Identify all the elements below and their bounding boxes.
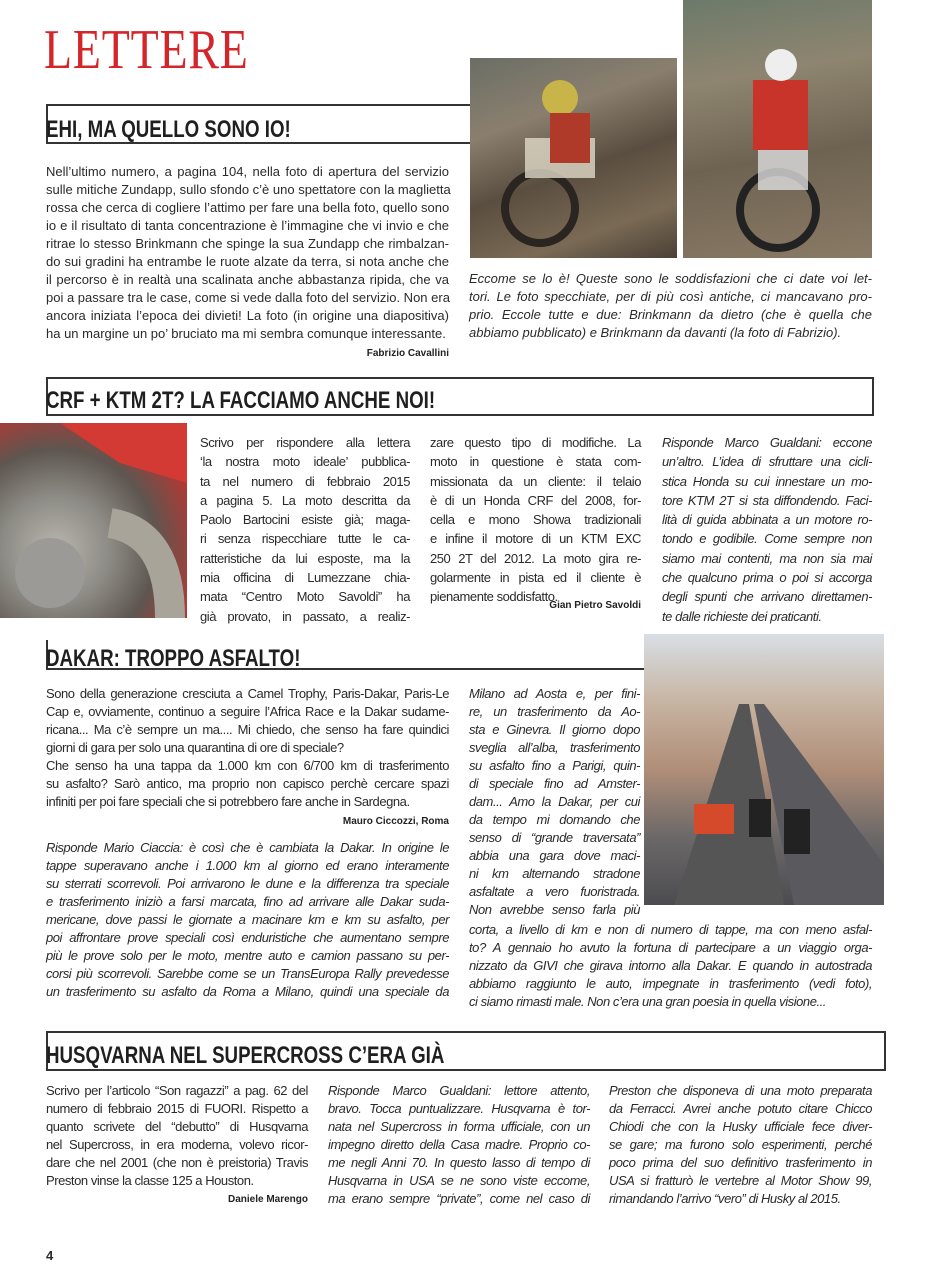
letter-signature: Mauro Ciccozzi, Roma [342,816,449,827]
text-line: mata “Centro Moto Savoldi” ha [200,589,410,605]
text-line: Risponde Marco Gualdani: lettore attento, [328,1083,590,1098]
text-line: infiniti per poi fare speciali che si potrebbero fare anche in Sardegna. [46,794,410,809]
text-line: su asfalto? Sarò antico, ma proprio non capisco perchè cercare spazi [46,776,449,791]
text-line: do sui gradini ha entrambe le ruote alzate da terra, si nota anche che [46,254,449,269]
reply-text-column-2 [609,1082,872,1208]
motorcycle-photo-icon [470,58,677,258]
reply-text-column-1 [46,839,449,1001]
text-line: poco prima del suo definitivo trasferimento in [609,1155,872,1170]
text-line: quanto scrivete del “debutto” di Husqvarna [46,1119,308,1134]
text-line: giorni di gara per solo una quarantina di ore di speciale? [46,740,344,755]
section-heading: EHI, MA QUELLO SONO IO! [46,116,291,143]
text-line: tondo e godibile. Come sempre non [662,531,872,547]
letter-text-column-1 [200,433,410,626]
section-heading: DAKAR: TROPPO ASFALTO! [46,645,301,672]
reply-text-column-1 [328,1082,590,1208]
text-line: il percorso è in realtà una scalinata anche abbastanza ripida, che va [46,272,449,287]
text-line: nel Supercross, in era moderna, volevo ricor- [46,1137,308,1152]
photo-rider-from-front [683,0,872,258]
text-line: sveglia all’alba, trasferimento [469,740,640,755]
text-line: rossa che cerca di cogliere l’attimo per fare una bella foto, quello sono [46,200,450,215]
text-line: mia officina di Lumezzane chia- [200,570,410,586]
text-line: Che senso ha una tappa da 1.000 km con 6/700 km di trasferimento [46,758,449,773]
text-line: abbiamo pubblicato) e Brinkmann da davanti (la foto di Fabrizio). [469,325,842,340]
text-line: dam... Amo la Dakar, per cui [469,794,640,809]
text-line: Chiodi che con la Husky ufficiale fece diver- [609,1119,872,1134]
text-line: impegno diretto della Casa madre. Proprio co- [328,1137,590,1152]
letter-text-column-2 [430,433,641,607]
page-number: 4 [46,1248,54,1263]
text-line: pienamente soddisfatto. [430,589,558,605]
text-line: sta e Ginevra. Il giorno dopo [469,722,640,737]
text-line: poi affrontare prove speciali così enduristiche che aumentano sempre [46,930,449,945]
text-line: ha un margine un po’ bruciato ma mi sembra comunque interessante. [46,326,446,341]
text-line: asfaltate a vero fuoristrada. [469,884,640,899]
text-line: Paolo Bartocini esiste già; maga- [200,512,410,528]
text-line: Preston vinse la classe 125 a Houston. [46,1173,254,1188]
text-line: più le prove solo per le moto, mentre auto e camion passano su per- [46,948,449,963]
text-line: ritrae lo stesso Brinkmann che spinge la sua Zundapp che rimbalzan- [46,236,449,251]
text-line: e trasferimento iniziò a farsi marcata, fino ad arrivare alle Dakar suda- [46,894,449,909]
text-line: Risponde Marco Gualdani: eccone [662,435,872,450]
text-line: siamo mai contenti, ma non sia mai [662,550,872,566]
text-line: Risponde Mario Ciaccia: è così che è cambiata la Dakar. In origine le [46,840,449,855]
text-line: zare questo tipo di modifiche. La [430,435,641,450]
text-line: tappe superavano anche i 1.000 km al giorno ed erano interamente [46,858,449,873]
text-line: da tempo mi domando che [469,812,640,827]
text-line: nizzato da GIVI che girava intorno alla Dakar. E quando in autostrada [469,958,872,973]
text-line: e infine il motore di un KTM EXC [430,531,641,547]
text-line: numero di febbraio 2015 di FUORI. Rispetto a [46,1101,308,1116]
section-heading: CRF + KTM 2T? LA FACCIAMO ANCHE NOI! [46,387,436,414]
text-line: golarmente in pista ed il cliente è [430,570,641,586]
text-line: Scrivo per rispondere alla lettera [200,435,410,450]
text-line: ta nel numero di febbraio 2015 [200,473,410,489]
text-line: USA si fratturò le vertebre al Motor Show 99, [609,1173,872,1188]
letter-signature: Gian Pietro Savoldi [549,600,641,611]
text-line: se gare; ma furono solo esperimenti, perché [609,1137,872,1152]
text-line: me negli Anni 70. In questo lasso di tempo di [328,1155,590,1170]
text-line: re, un trasferimento da Ao- [469,704,640,719]
text-line: missionata da un cliente: il telaio [430,473,641,489]
text-line: ma erano sempre “private”, come nel caso di [328,1191,590,1206]
text-line: su sterrati scorrevoli. Poi arrivarono le dune e la differenza tra speciale [46,876,449,891]
text-line: un trasferimento su asfalto da Roma a Milano, quindi una speciale da [46,984,449,999]
text-line: Preston che disponeva di una moto preparata [609,1083,872,1098]
text-line: cella e mono Showa tradizionali [430,512,641,528]
text-line: di speciale fino ad Amster- [469,776,640,791]
text-line: io e il risultato di tanta concentrazione è l’immagine che vi invio e che [46,218,449,233]
motorcycle-photo-icon [683,0,872,258]
photo-crf-ktm-engine [0,423,187,618]
text-line: già provato, in passato, a realiz- [200,608,410,624]
text-line: to? A gennaio ho avuto la fortuna di partecipare a un viaggio orga- [469,940,872,955]
letter-text [46,685,449,811]
reply-text [662,433,872,626]
text-line: Eccome se lo è! Queste sono le soddisfazioni che ci date voi let- [469,271,872,286]
text-line: che qualcuno prima o poi si accorga [662,570,872,586]
text-line: Husqvarna in USA se ne sono viste eccome, [328,1173,590,1188]
text-line: Cap e, ovviamente, continuo a seguire l’Africa Race e la Dakar sudame- [46,704,449,719]
text-line: su asfalto fino a Parigi, quin- [469,758,640,773]
text-line: corsi più scorrevoli. Sarebbe come se un TransEuropa Rally prevedesse [46,966,449,981]
text-line: Sono della generazione cresciuta a Camel Trophy, Paris-Dakar, Paris-Le [46,686,449,701]
text-line: sulle mitiche Zundapp, sullo sfondo c’è uno spettatore con la maglietta [46,182,451,197]
text-line: lità di guida abbinata a un motore ro- [662,512,872,528]
text-line: a pagina 5. La moto descritta da [200,492,410,508]
text-line: bravo. Tocca puntualizzare. Husqvarna è tor- [328,1101,590,1116]
reply-text-column-2 [469,685,640,919]
text-line: Nell’ultimo numero, a pagina 104, nella foto di apertura del servizio [46,164,449,179]
text-line: rimandando l’arrivo “vero” di Husky al 2015. [609,1191,841,1206]
section-heading: HUSQVARNA NEL SUPERCROSS C’ERA GIÀ [46,1042,445,1069]
text-line: ‘la nostra moto ideale’ pubblica- [200,454,410,470]
reply-text-continued [469,921,872,1011]
text-line: un’altro. L’idea di sfruttare una cicli- [662,454,872,470]
text-line: senso di “grande traversata” [469,830,640,845]
text-line: mericane, dove passi le giornate a macinare km e km su asfalto, per [46,912,449,927]
text-line: abbia una gara dove maci- [469,848,640,863]
text-line: prio. Eccole tutte e due: Brinkmann da dietro (che è quella che [469,307,872,322]
text-line: abbiamo raggiunto le auto, impegnate in trasferimento (vedi foto), [469,976,872,991]
photo-dakar-road [644,634,884,905]
letter-signature: Fabrizio Cavallini [366,348,449,359]
text-line: tori. Le foto specchiate, per di più così antiche, ci mancavano pro- [469,289,872,304]
text-line: ri senza rispecchiare tutte le ca- [200,531,410,547]
text-line: Non avrebbe senso farla più [469,902,640,917]
letter-text [46,163,449,343]
text-line: ancora iniziata l’epoca dei divieti! La foto (in origine una diapositiva) [46,308,449,323]
text-line: corta, a livello di km e non di numero di tappe, ma con meno asfal- [469,922,872,937]
text-line: ci siamo rimasti male. Non c’era una gran poesia in quella visione... [469,994,826,1009]
text-line: Scrivo per l’articolo “Son ragazzi” a pag. 62 del [46,1083,308,1098]
text-line: ratteristiche da lui esposte, ma la [200,550,410,566]
road-photo-icon [644,634,884,905]
text-line: è di un Honda CRF del 2008, for- [430,492,641,508]
text-line: Milano ad Aosta e, per fini- [469,686,640,701]
letter-signature: Daniele Marengo [227,1194,308,1205]
text-line: dare che nel 2001 (che non è preistoria) Travis [46,1155,308,1170]
text-line: stica Honda su cui innestare un mo- [662,473,872,489]
text-line: ni km alternando stradone [469,866,640,881]
text-line: ricana... Ma c’è sempre un ma.... Mi chiedo, che senso ha fare quindici [46,722,449,737]
text-line: 250 2T del 2012. La moto gira re- [430,550,641,566]
text-line: da Ferracci. Avrei anche potuto citare Chicco [609,1101,872,1116]
text-line: te dalle richieste dei praticanti. [662,608,822,624]
letter-text [46,1082,308,1190]
text-line: degli spunti che arrivano direttamen- [662,589,872,605]
text-line: poi a passare tra le case, come si vede dalla foto del servizio. Non era [46,290,450,305]
text-line: moto in questione è stata com- [430,454,641,470]
engine-photo-icon [0,423,187,618]
photo-caption [469,270,872,342]
text-line: nata nel Supercross in forma ufficiale, con un [328,1119,590,1134]
photo-rider-from-behind [470,58,677,258]
page-title: LETTERE [44,19,249,81]
text-line: tore KTM 2T si sta diffondendo. Faci- [662,492,872,508]
